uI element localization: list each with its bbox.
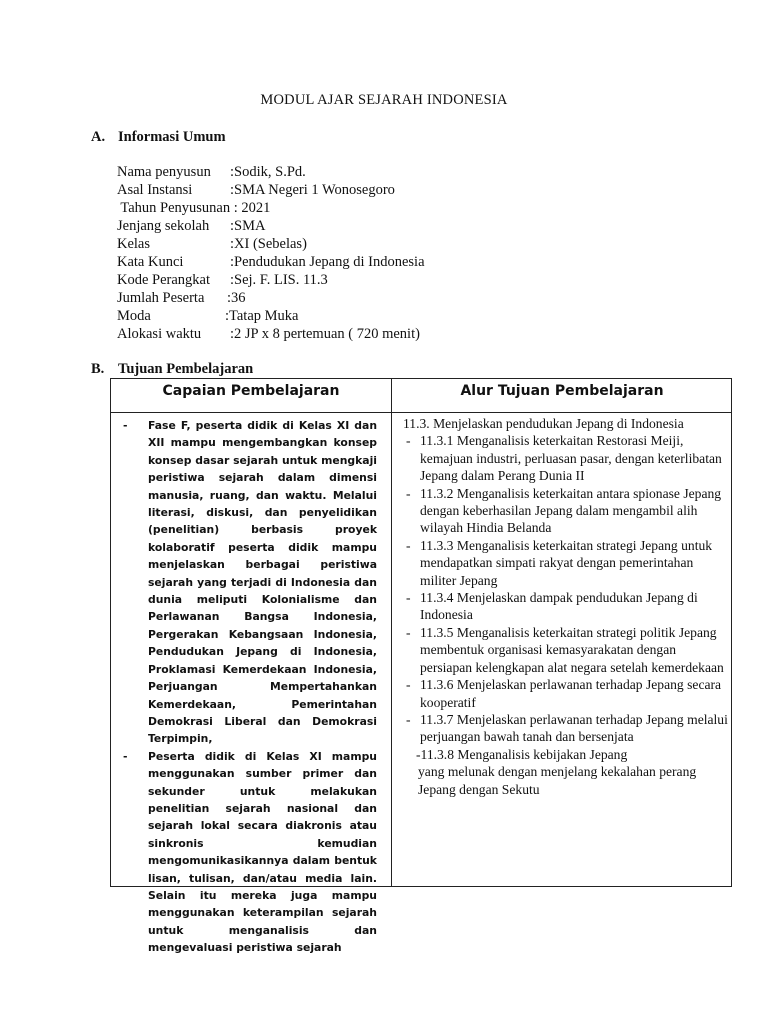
info-value: Sej. F. LIS. 11.3 [234,272,328,288]
info-separator: : [230,164,235,180]
alur-text: 11.3.7 Menjelaskan perlawanan terhadap Jepang melalui perjuangan bawah tanah dan bersenjata [420,711,728,745]
info-row-moda [117,307,298,325]
section-a-title: Informasi Umum [118,129,226,145]
alur-item [403,432,728,484]
section-a-letter: A. [91,129,106,145]
bullet-dash: - [123,749,128,763]
bullet-dash: - [406,537,411,553]
info-value: 36 [231,290,246,306]
table-header-right: Alur Tujuan Pembelajaran [460,383,664,399]
alur-text: 11.3.5 Menganalisis keterkaitan strategi politik Jepang membentuk organisasi kemasyarakatan dengan persiapan kelengkapan alat negara setelah kemerdekaan [420,624,724,675]
learning-objectives-table [110,378,732,955]
info-value: Sodik, S.Pd. [234,164,306,180]
alur-column [403,415,728,798]
info-label: Kata Kunci [117,254,184,270]
info-separator: : [230,236,235,252]
bullet-dash: - [406,677,411,693]
info-separator: : [230,272,235,288]
alur-last-line-2: yang melunak dengan menjelang kekalahan perang Jepang dengan Sekutu [418,764,697,797]
alur-text: 11.3.6 Menjelaskan perlawanan terhadap Jepang secara kooperatif [420,677,722,710]
capaian-item [123,417,377,748]
info-separator: : [225,308,230,324]
info-row-kelas [117,235,307,253]
capaian-text: Peserta didik di Kelas XI mampu menggunakan sumber primer dan sekunder untuk melakukan penelitian sejarah nasional dan sejarah lokal secara diakronis atau sinkronis kemudian mengomunikasikannya dalam bentuk lisan, tulisan, dan/atau media lain. Selain itu mereka juga mampu menggunakan keterampilan sejarah untuk menganalisis dan mengevaluasi peristiwa sejarah [148,749,377,955]
section-b-letter: B. [91,361,105,377]
info-row-kata-kunci [117,253,425,271]
info-separator: : [230,200,242,216]
alur-text: 11.3.4 Menjelaskan dampak pendudukan Jepang di Indonesia [420,590,698,623]
bullet-dash: - [123,419,128,432]
capaian-text: Fase F, peserta didik di Kelas XI dan XII mampu mengembangkan konsep konsep dasar sejarah untuk mengkaji peristiwa sejarah dalam dimensi manusia, ruang, dan waktu. Melalui literasi, diskusi, dan penyelidikan (penelitian) berbasis proyek kolaboratif peserta didik mampu menjelaskan berbagai peristiwa sejarah yang terjadi di Indonesia dan dunia meliputi Kolonialisme dan Perlawanan Bangsa Indonesia, Pergerakan Kebangsaan Indonesia, Pendudukan Jepang di Indonesia, Proklamasi Kemerdekaan Indonesia, Perjuangan Mempertahankan Kemerdekaan, Pemerintahan Demokrasi Liberal dan Demokrasi Terpimpin, [148,419,377,746]
info-row-jenjang [117,217,265,235]
document-title: MODUL AJAR SEJARAH INDONESIA [260,92,508,108]
alur-last-line-1: -11.3.8 Menganalisis kebijakan Jepang [416,746,628,762]
info-value: 2 JP x 8 pertemuan ( 720 menit) [234,326,420,342]
bullet-dash: - [406,624,411,640]
info-row-kode [117,271,328,289]
info-value: Tatap Muka [229,308,299,324]
capaian-column [123,417,377,957]
alur-text: 11.3.3 Menganalisis keterkaitan strategi Jepang untuk mendapatkan simpati rakyat dengan pemerintahan militer Jepang [420,537,713,588]
bullet-dash: - [406,590,411,606]
info-value: 2021 [241,200,271,216]
info-value: SMA [234,218,266,234]
section-b-heading [91,361,253,378]
table-column-divider [391,379,392,886]
bullet-dash: - [406,711,411,727]
info-separator: : [230,326,235,342]
info-separator: : [230,218,235,234]
table-header-left: Capaian Pembelajaran [162,383,340,399]
info-separator: : [230,182,235,198]
info-row-tahun [117,199,270,217]
info-label: Jumlah Peserta [117,290,205,306]
alur-text: 11.3.1 Menganalisis keterkaitan Restorasi Meiji, kemajuan industri, perluasan pasar, dengan keterlibatan Jepang dalam Perang Dunia II [420,433,722,484]
alur-main-objective: 11.3. Menjelaskan pendudukan Jepang di Indonesia [403,416,684,431]
info-value: XI (Sebelas) [234,236,307,252]
alur-text: 11.3.2 Menganalisis keterkaitan antara spionase Jepang dengan keberhasilan Jepang dalam mengambil alih wilayah Hindia Belanda [420,485,722,536]
info-separator: : [227,290,232,306]
info-label: Asal Instansi [117,182,193,198]
info-label: Jenjang sekolah [117,218,210,234]
info-row-alokasi [117,325,420,343]
info-label: Kode Perangkat [117,272,211,288]
alur-item [403,711,728,746]
info-label: Nama penyusun [117,164,211,180]
alur-item [403,485,728,537]
info-label: Alokasi waktu [117,326,202,342]
bullet-dash: - [406,485,411,501]
info-value: SMA Negeri 1 Wonosegoro [234,182,395,198]
alur-item [403,624,728,676]
info-label: Moda [117,308,151,324]
capaian-item [123,748,377,957]
alur-item [403,676,728,711]
info-row-instansi [117,181,395,199]
section-b-title: Tujuan Pembelajaran [118,361,254,377]
alur-item [403,589,728,624]
section-a-heading [91,129,226,146]
info-value: Pendudukan Jepang di Indonesia [234,254,425,270]
alur-item [403,537,728,589]
bullet-dash: - [406,433,411,449]
info-label: Tahun Penyusunan [117,200,231,216]
info-separator: : [230,254,235,270]
info-row-jumlah [117,289,246,307]
info-row-nama [117,163,306,181]
info-label: Kelas [117,236,151,252]
